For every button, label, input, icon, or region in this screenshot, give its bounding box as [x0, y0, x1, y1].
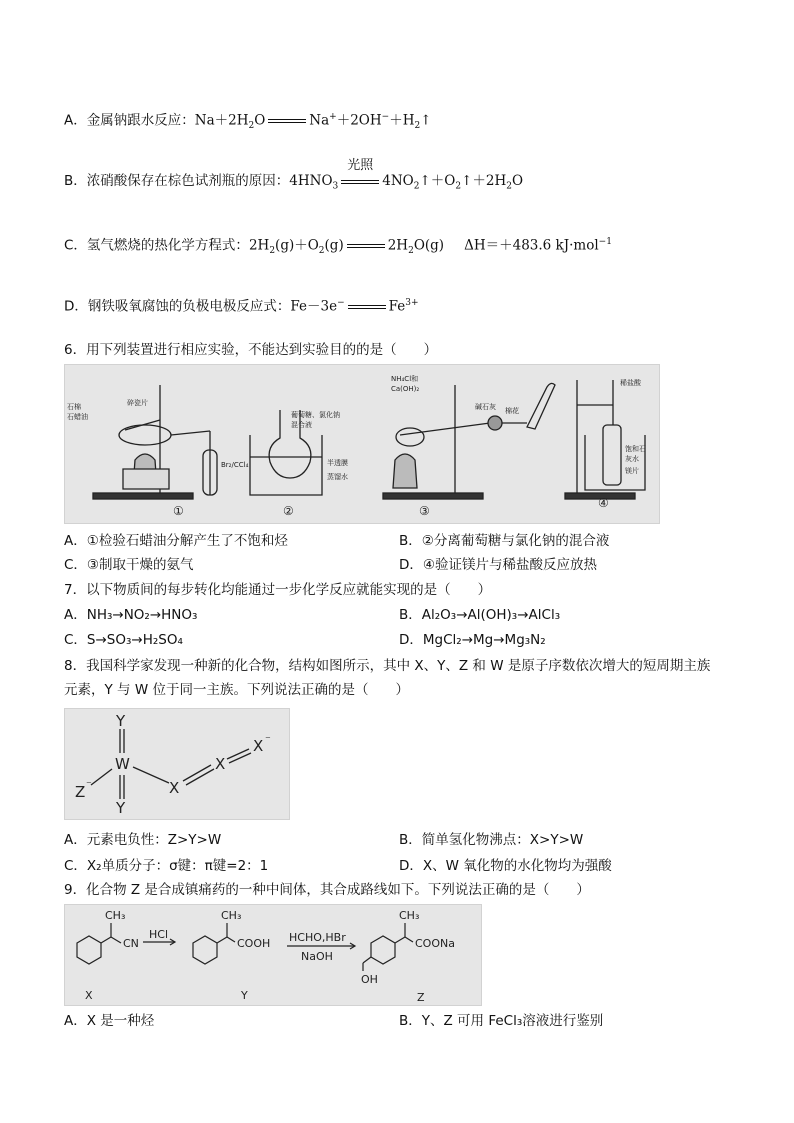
apparatus-diagram — [65, 365, 659, 523]
label-distilled-water: 蒸馏水 — [327, 473, 348, 481]
label-soda-lime: 碱石灰 — [475, 403, 496, 411]
q6-option-d: D．④验证镁片与稀盐酸反应放热 — [399, 557, 597, 573]
q9-option-b: B．Y、Z 可用 FeCl₃溶液进行鉴别 — [399, 1013, 604, 1029]
label-caoh2: Ca(OH)₂ — [391, 385, 420, 393]
q8-option-c: C．X₂单质分子：σ键：π键=2：1 — [64, 858, 269, 874]
z-oh: OH — [361, 973, 378, 986]
label-mixture: 混合液 — [291, 421, 312, 429]
molecular-structure — [65, 709, 289, 819]
compound-z-label: Z — [417, 991, 425, 1004]
label-magnesium-strip: 镁片 — [625, 467, 639, 475]
atom-x2: X — [215, 755, 226, 773]
q7-option-c: C．S→SO₃→H₂SO₄ — [64, 632, 183, 648]
label-apparatus-3: ③ — [419, 504, 430, 518]
atom-w: W — [115, 755, 130, 773]
label-cotton: 棉花 — [505, 407, 519, 415]
label-nh4cl: NH₄Cl和 — [391, 375, 419, 383]
label-porcelain-chips: 碎瓷片 — [127, 399, 148, 407]
label-semipermeable-membrane: 半透膜 — [327, 459, 348, 467]
q6-stem: 6．用下列装置进行相应实验，不能达到实验目的的是（ ） — [64, 342, 438, 358]
synthesis-route — [65, 905, 481, 1005]
atom-x3: X — [253, 737, 264, 755]
z-coona: COONa — [415, 937, 455, 950]
label-dilute-hcl: 稀盐酸 — [620, 379, 641, 387]
reagent-hcl: HCl — [149, 928, 169, 941]
z-ch3: CH₃ — [399, 909, 420, 922]
q9-synthesis-figure — [64, 904, 482, 1006]
atom-y-bottom: Y — [116, 799, 126, 817]
q5-option-c: C．氢气燃烧的热化学方程式：$2H_2(g)+O_2(g)$ $2H_2O(g)$ ΔH＝＋483.6 kJ·mol$^{-1}$ — [64, 237, 612, 257]
q8-stem-line2: 元素，Y 与 W 位于同一主族。下列说法正确的是（ ） — [64, 682, 409, 698]
q6-option-c: C．③制取干燥的氨气 — [64, 557, 194, 573]
q7-stem: 7．以下物质间的每步转化均能通过一步化学反应就能实现的是（ ） — [64, 582, 492, 598]
q8-option-d: D．X、W 氧化物的水化物均为强酸 — [399, 858, 612, 874]
label-apparatus-2: ② — [283, 504, 294, 518]
q8-option-b: B．简单氢化物沸点：X>Y>W — [399, 832, 584, 848]
label-saturated-lime: 饱和石 — [625, 445, 646, 453]
label-asbestos: 石棉 — [67, 403, 81, 411]
q7-option-d: D．MgCl₂→Mg→Mg₃N₂ — [399, 632, 546, 648]
x-ch3: CH₃ — [105, 909, 126, 922]
y-cooh: COOH — [237, 937, 271, 950]
equals-sign — [268, 116, 306, 126]
q6-option-a: A．①检验石蜡油分解产生了不饱和烃 — [64, 533, 288, 549]
q9-option-a: A．X 是一种烃 — [64, 1013, 155, 1029]
compound-y-label: Y — [241, 989, 248, 1002]
q6-apparatus-figure — [64, 364, 660, 524]
label-glucose-nacl: 葡萄糖、氯化钠 — [291, 411, 340, 419]
equals-sign — [347, 241, 385, 251]
reaction-condition: 光照 — [347, 157, 374, 173]
q6-option-b: B．②分离葡萄糖与氯化钠的混合液 — [399, 533, 610, 549]
atom-x1: X — [169, 779, 180, 797]
x-cn: CN — [123, 937, 139, 950]
atom-y-top: Y — [116, 712, 126, 730]
reagent-naoh: NaOH — [301, 950, 333, 963]
enthalpy-change: ΔH＝＋483.6 kJ·mol — [464, 237, 599, 254]
label-apparatus-4: ④ — [598, 496, 609, 510]
q5-option-d: D．钢铁吸氧腐蚀的负极电极反应式：Fe－3e− $Fe^{3+}$ — [64, 298, 419, 315]
q7-option-a: A．NH₃→NO₂→HNO₃ — [64, 607, 198, 623]
equals-sign — [348, 302, 386, 312]
q7-option-b: B．Al₂O₃→Al(OH)₃→AlCl₃ — [399, 607, 561, 623]
charge-z: ⁻ — [86, 778, 92, 791]
q5-d-label: D．钢铁吸氧腐蚀的负极电极反应式： — [64, 298, 291, 315]
reagent-hcho-hbr: HCHO,HBr — [289, 931, 346, 944]
q8-stem-line1: 8．我国科学家发现一种新的化合物，结构如图所示，其中 X、Y、Z 和 W 是原子序数依次增大的短周期主族 — [64, 658, 711, 674]
q5-b-label: B．浓硝酸保存在棕色试剂瓶的原因： — [64, 173, 290, 189]
q8-structure-figure — [64, 708, 290, 820]
label-paraffin-oil: 石蜡油 — [67, 413, 88, 421]
compound-x-label: X — [85, 989, 93, 1002]
y-ch3: CH₃ — [221, 909, 242, 922]
atom-z: Z — [75, 783, 86, 801]
label-br2-ccl4: Br₂/CCl₄ — [221, 461, 249, 469]
q5-a-label: A．金属钠跟水反应： — [64, 112, 195, 129]
q8-option-a: A．元素电负性：Z>Y>W — [64, 832, 222, 848]
label-lime-water: 灰水 — [625, 455, 639, 463]
equals-sign-with-condition — [341, 157, 379, 187]
q9-stem: 9．化合物 Z 是合成镇痛药的一种中间体，其合成路线如下。下列说法正确的是（ ） — [64, 882, 590, 898]
q5-c-label: C．氢气燃烧的热化学方程式： — [64, 237, 249, 254]
charge-x3: ⁻ — [265, 733, 271, 746]
q5-option-b: B．浓硝酸保存在棕色试剂瓶的原因：$4HNO_3$ 光照 $4NO_2↑+O_2↑+2H_2O$ — [64, 157, 524, 192]
q5-option-a: A．金属钠跟水反应：$Na+2H_2O$ $Na^++2OH^-+H_2↑$ — [64, 112, 432, 132]
label-apparatus-1: ① — [173, 504, 184, 518]
